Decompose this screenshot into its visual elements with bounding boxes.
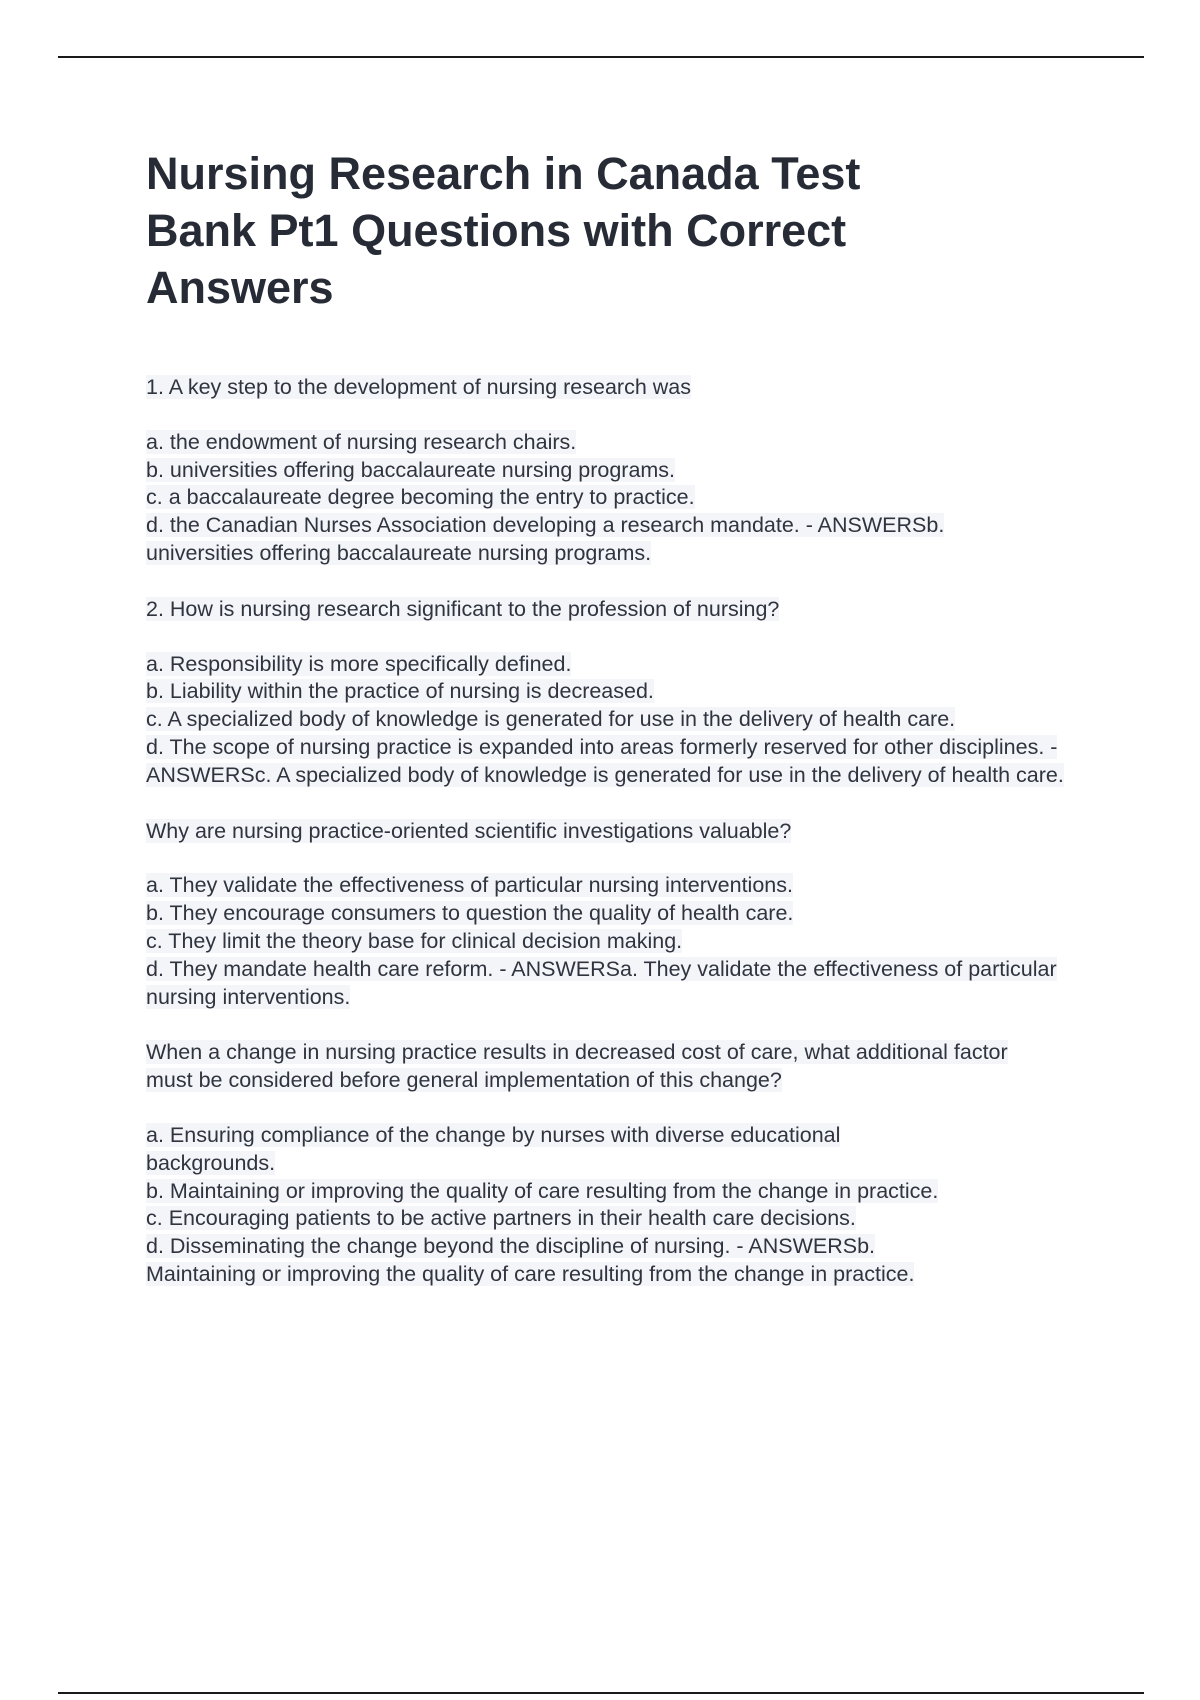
question-block-1 bbox=[146, 374, 1086, 568]
question-text: When a change in nursing practice results in decreased cost of care, what additional factor must be considered before general implementation of this change? bbox=[146, 1040, 1008, 1093]
option-c: c. a baccalaureate degree becoming the entry to practice. bbox=[146, 485, 695, 510]
question-block-3 bbox=[146, 818, 1086, 1012]
option-c: c. They limit the theory base for clinical decision making. bbox=[146, 928, 683, 953]
bottom-rule bbox=[58, 1692, 1144, 1694]
option-a: a. They validate the effectiveness of particular nursing interventions. bbox=[146, 873, 793, 898]
option-b: b. Liability within the practice of nursing is decreased. bbox=[146, 679, 654, 704]
option-a: a. Responsibility is more specifically defined. bbox=[146, 651, 572, 676]
top-rule bbox=[58, 56, 1144, 58]
option-c: c. A specialized body of knowledge is generated for use in the delivery of health care. bbox=[146, 707, 956, 732]
option-c: c. Encouraging patients to be active partners in their health care decisions. bbox=[146, 1206, 856, 1231]
document-title: Nursing Research in Canada Test Bank Pt1 Questions with Correct Answers bbox=[146, 148, 861, 313]
option-d-answer: d. They mandate health care reform. - ANSWERSa. They validate the effectiveness of particular nursing interventions. bbox=[146, 956, 1057, 1009]
option-b: b. Maintaining or improving the quality of care resulting from the change in practice. bbox=[146, 1178, 939, 1203]
option-a: a. the endowment of nursing research chairs. bbox=[146, 429, 577, 454]
option-b: b. They encourage consumers to question the quality of health care. bbox=[146, 901, 794, 926]
question-block-4 bbox=[146, 1039, 1086, 1288]
document-body bbox=[146, 145, 1086, 1317]
options-list bbox=[146, 429, 1086, 568]
option-d-answer: d. Disseminating the change beyond the discipline of nursing. - ANSWERSb. Maintaining or improving the quality of care resulting from the change in practice. bbox=[146, 1234, 915, 1286]
options-list bbox=[146, 1122, 1086, 1289]
question-text: Why are nursing practice-oriented scientific investigations valuable? bbox=[146, 818, 792, 843]
option-d-answer: d. the Canadian Nurses Association developing a research mandate. - ANSWERSb. universities offering baccalaureate nursing programs. bbox=[146, 513, 945, 565]
option-b: b. universities offering baccalaureate nursing programs. bbox=[146, 457, 676, 482]
question-text: 1. A key step to the development of nursing research was bbox=[146, 375, 691, 399]
question-text: 2. How is nursing research significant to the profession of nursing? bbox=[146, 596, 780, 621]
options-list bbox=[146, 872, 1086, 1011]
option-a: a. Ensuring compliance of the change by nurses with diverse educational backgrounds. bbox=[146, 1122, 841, 1175]
options-list bbox=[146, 651, 1086, 790]
question-block-2 bbox=[146, 596, 1086, 790]
option-d-answer: d. The scope of nursing practice is expanded into areas formerly reserved for other disciplines. - ANSWERSc. A specialized body of knowledge is generated for use in the delivery of health care. bbox=[146, 734, 1064, 787]
